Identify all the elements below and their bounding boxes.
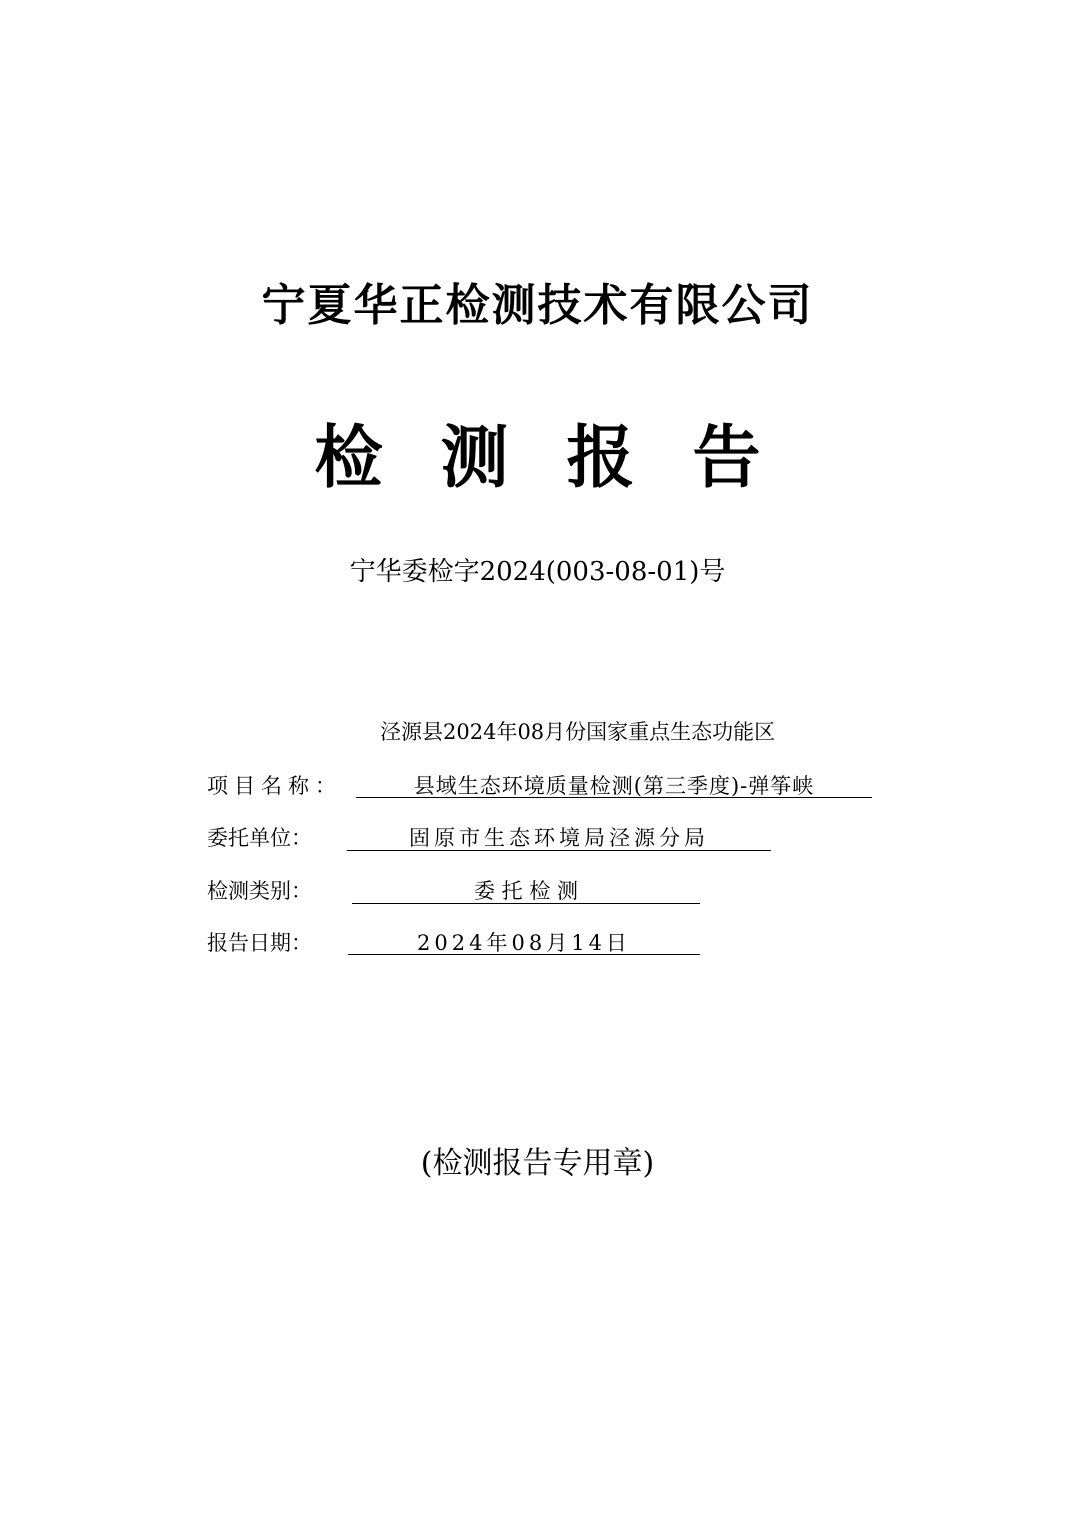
- test-type-underline: [352, 903, 700, 904]
- report-date-underline: [348, 954, 700, 955]
- client-value: 固原市生态环境局泾源分局: [409, 826, 709, 850]
- project-name-value-line2: 县域生态环境质量检测(第三季度)-弹筝峡: [413, 774, 815, 798]
- project-name-value-line1: 泾源县2024年08月份国家重点生态功能区: [380, 720, 776, 744]
- test-type-value: 委 托 检 测: [473, 879, 579, 903]
- client-label: 委托单位：: [207, 826, 312, 850]
- project-name-underline: [356, 797, 872, 798]
- company-name: 宁夏华正检测技术有限公司: [261, 280, 814, 331]
- report-date-label: 报告日期：: [207, 931, 312, 955]
- test-type-label: 检测类别：: [207, 879, 312, 903]
- report-date-value: 2024年08月14日: [417, 931, 631, 955]
- client-underline: [347, 850, 771, 851]
- project-name-label: 项目名称：: [207, 774, 342, 798]
- seal-label: (检测报告专用章): [420, 1146, 655, 1181]
- report-title: 检测报告: [314, 418, 819, 498]
- report-number: 宁华委检字2024(003-08-01)号: [349, 557, 726, 587]
